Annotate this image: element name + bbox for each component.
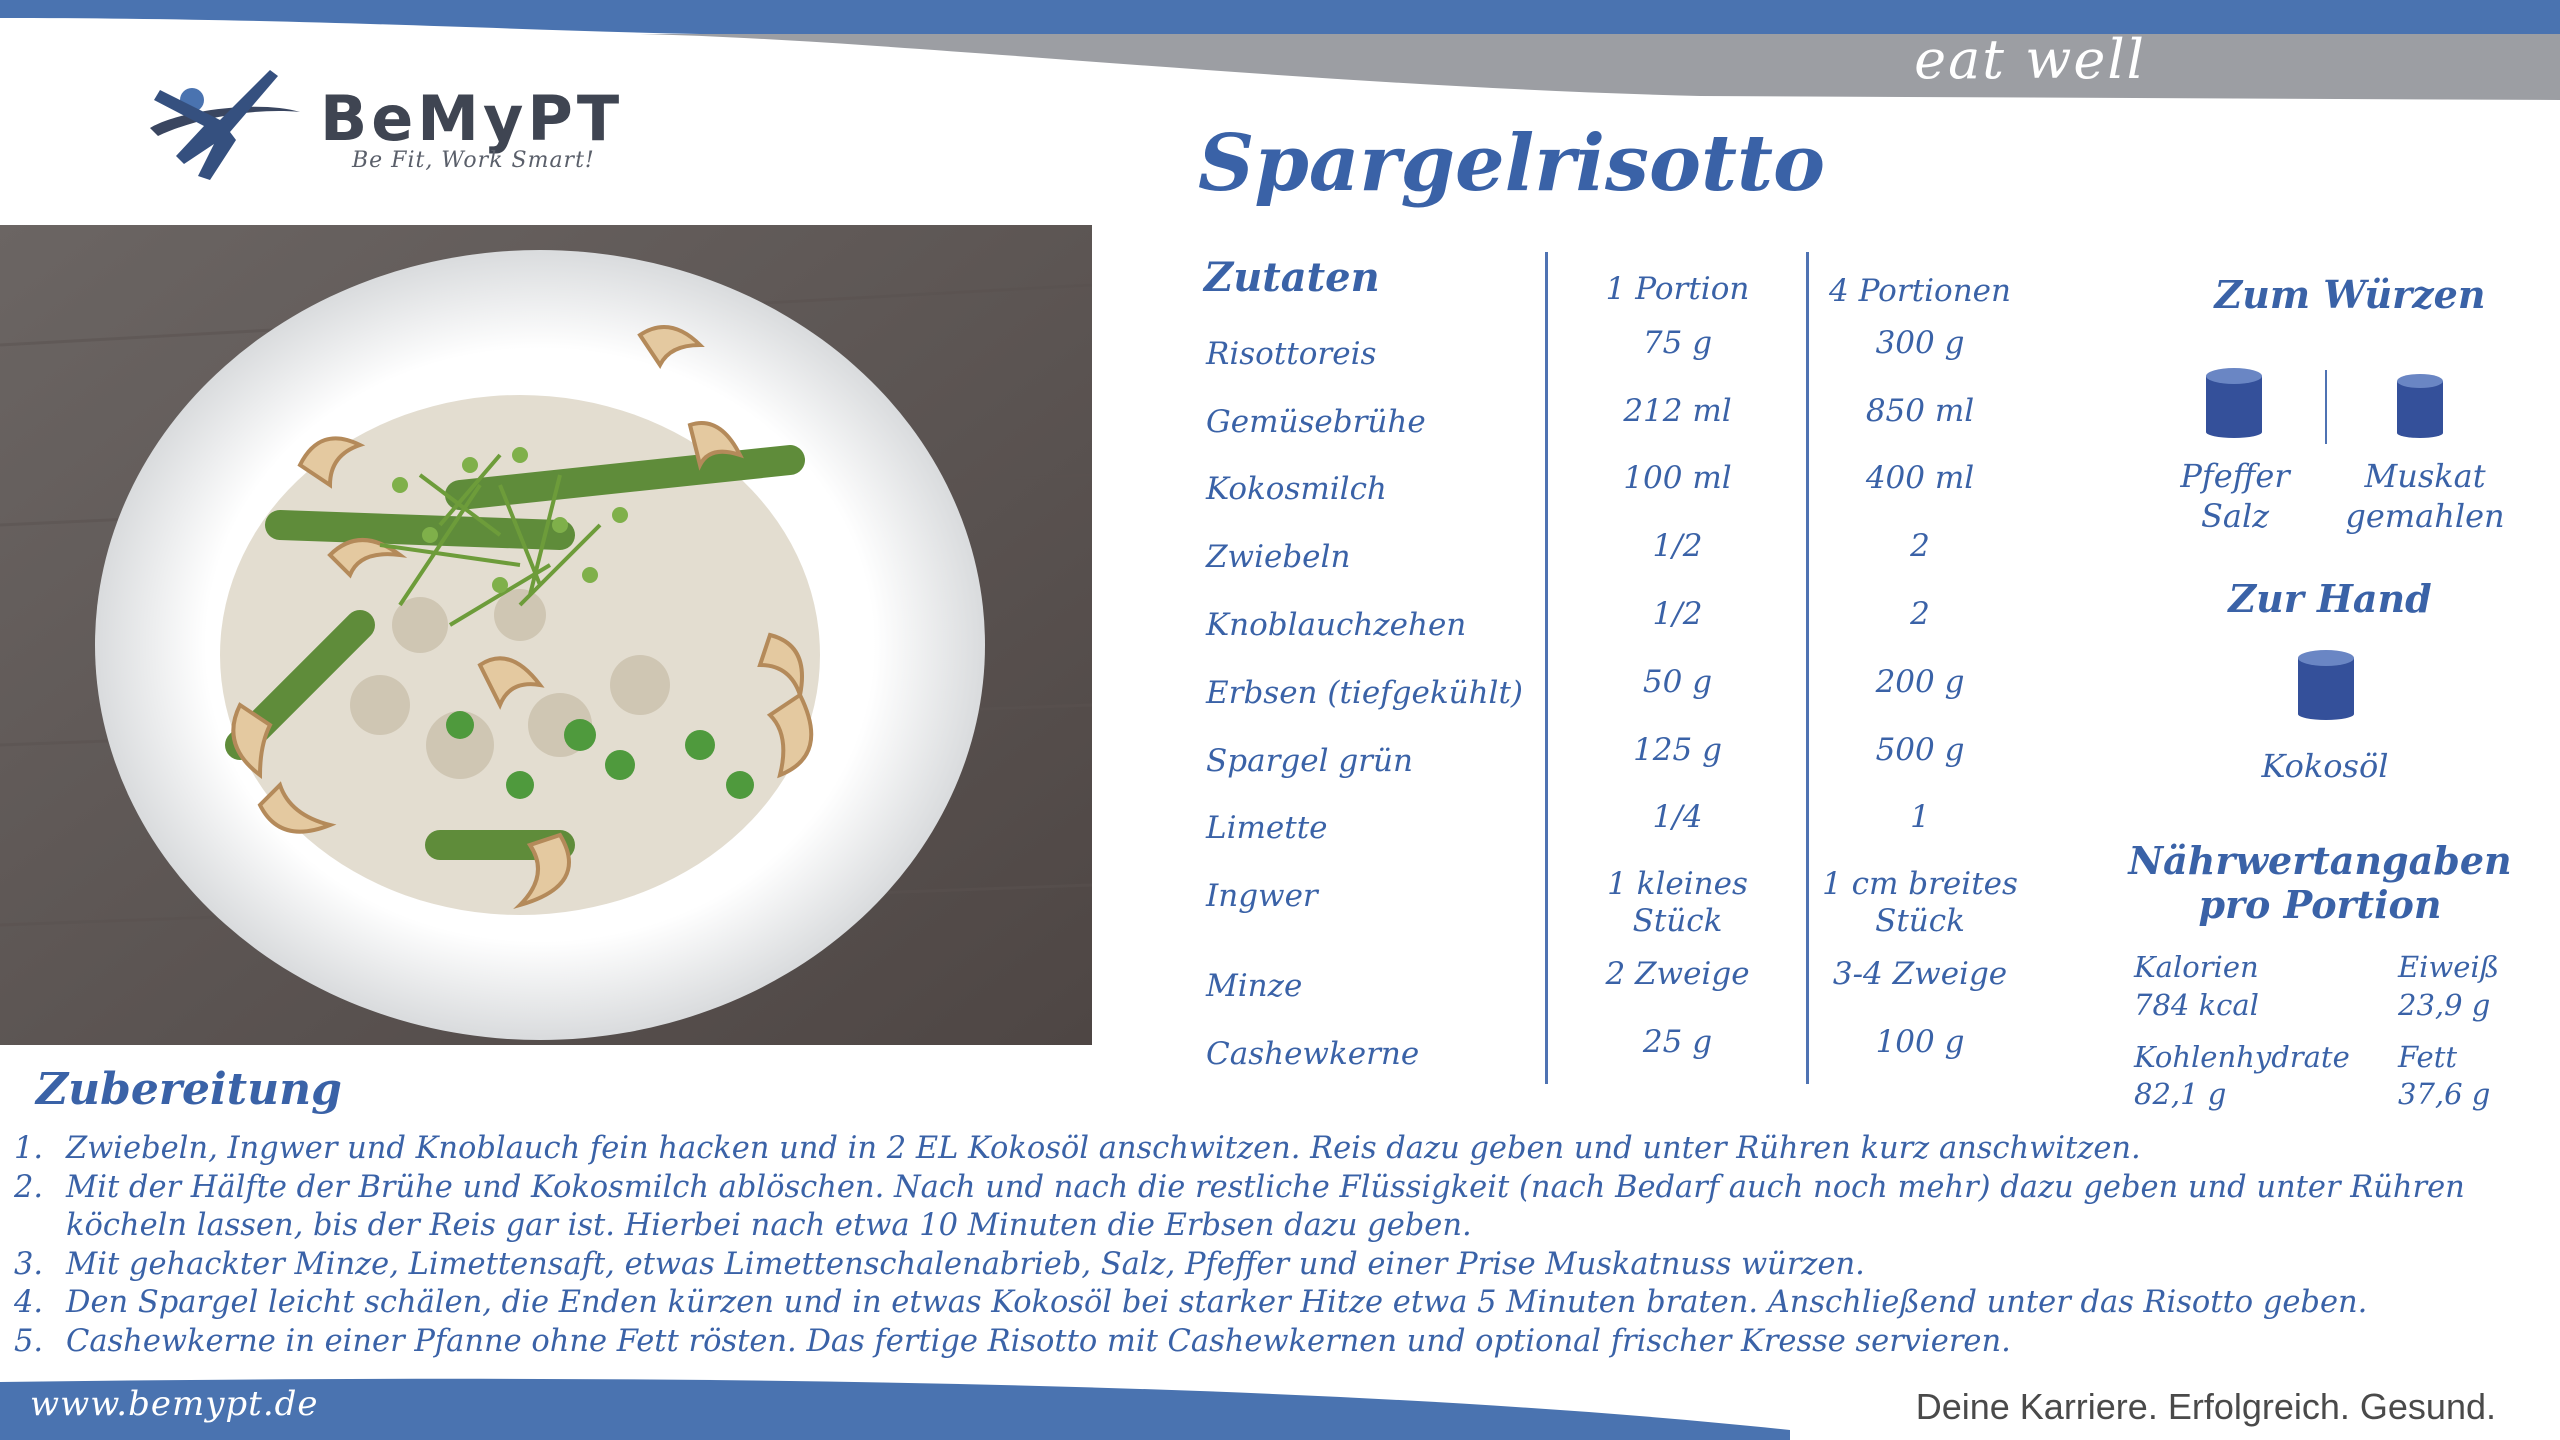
brand-logo[interactable] [140,60,700,200]
logo-slogan: Be Fit, Work Smart! [352,148,595,173]
ingredient-amount-one: 1/2 [1652,528,1703,564]
preparation-step [14,1323,2544,1362]
nutrition-value: 82,1 g [2134,1077,2227,1111]
nutrition-value: 23,9 g [2398,988,2491,1022]
ingredient-name: Minze [1206,968,1303,1004]
ingredients-heading: Zutaten [1204,254,1380,301]
coconut-oil-can-icon [2298,650,2354,720]
ingredient-name: Zwiebeln [1206,539,1351,575]
ingredient-name: Ingwer [1206,878,1318,914]
ingredient-amount-one: 100 ml [1623,460,1732,496]
ingredient-amount-four: 1 [1910,799,1930,835]
on-hand-item: Kokosöl [2261,747,2389,785]
ingredient-amount-one: 1 kleines [1607,866,1748,902]
ingredient-name: Gemüsebrühe [1206,404,1426,440]
ingredient-amount-four: 3-4 Zweige [1832,956,2008,992]
preparation-step [14,1246,2544,1285]
column-divider [1806,252,1809,1084]
ingredient-amount-four: Stück [1875,903,1965,939]
col-header-four-portions: 4 Portionen [1829,273,2011,309]
step-number: 5. [14,1323,44,1359]
ingredient-amount-four: 2 [1910,528,1930,564]
seasoning-item-label: Salz [2200,497,2270,535]
ingredient-amount-four: 500 g [1875,732,1965,768]
nutrition-subheading: pro Portion [2198,882,2442,927]
ingredient-amount-four: 400 ml [1865,460,1975,496]
step-number: 4. [14,1285,44,1320]
ingredient-name: Knoblauchzehen [1206,607,1467,643]
ingredient-amount-four: 2 [1910,596,1930,632]
dish-photo [0,225,1092,1045]
preparation-step [14,1130,2544,1169]
ingredient-amount-one: 1/2 [1652,596,1703,632]
ingredient-amount-one: Stück [1632,903,1723,939]
ingredient-amount-one: 50 g [1642,664,1713,700]
column-divider [1545,252,1548,1084]
ingredient-amount-one: 75 g [1642,325,1713,361]
nutrition-label: Kalorien [2134,950,2259,984]
ingredient-amount-four: 300 g [1875,325,1965,361]
ingredient-amount-one: 25 g [1642,1024,1713,1060]
nutrition-value: 37,6 g [2398,1077,2491,1111]
nutrition-label: Eiweiß [2398,950,2500,984]
step-text: Mit der Hälfte der Brühe und Kokosmilch ablöschen. Nach und nach die restliche Flüssigkeit (nach Bedarf auch noch mehr) dazu geben und unter Rühren köcheln lassen, bis der Reis gar ist. Hierbei nach etwa 10 Minuten die Erbsen dazu geben. [66,1169,2465,1243]
logo-wordmark: BeMyPT [320,82,624,155]
seasoning-item-label: Pfeffer [2180,457,2290,495]
step-number: 1. [14,1131,44,1166]
seasoning-divider [2325,370,2327,444]
preparation-step [14,1169,2544,1246]
ingredient-amount-four: 200 g [1875,664,1965,700]
website-link[interactable]: www.bemypt.de [30,1384,319,1424]
ingredient-name: Cashewkerne [1206,1036,1420,1072]
ingredient-amount-four: 850 ml [1865,393,1975,429]
step-text: Mit gehackter Minze, Limettensaft, etwas Limettenschalenabrieb, Salz, Pfeffer und einer Prise Muskatnuss würzen. [66,1246,1865,1282]
seasoning-heading: Zum Würzen [2214,272,2486,317]
pepper-salt-can-icon [2206,368,2262,438]
ingredient-amount-one: 2 Zweige [1605,956,1750,992]
preparation-step [14,1284,2544,1323]
ingredient-name: Spargel grün [1206,743,1413,779]
nutrition-heading: Nährwertangaben [2128,838,2512,883]
ingredient-name: Erbsen (tiefgekühlt) [1206,675,1524,711]
seasoning-item-label: gemahlen [2345,497,2505,535]
seasoning-item-label: Muskat [2364,457,2486,495]
col-header-one-portion: 1 Portion [1605,271,1750,307]
nutrition-label: Fett [2398,1040,2458,1074]
on-hand-heading: Zur Hand [2228,576,2432,621]
step-text: Den Spargel leicht schälen, die Enden kürzen und in etwas Kokosöl bei starker Hitze etwa 5 Minuten braten. Anschließend unter das Risotto geben. [66,1285,2368,1320]
ingredient-amount-four: 1 cm breites [1822,866,2018,902]
ingredient-name: Limette [1206,810,1328,846]
step-number: 3. [14,1246,44,1282]
ingredient-name: Risottoreis [1206,336,1377,372]
ingredient-amount-one: 1/4 [1652,799,1703,835]
nutrition-label: Kohlenhydrate [2134,1040,2350,1074]
footer-claim: Deine Karriere. Erfolgreich. Gesund. [1915,1386,2496,1427]
preparation-steps [14,1130,2544,1361]
ingredient-name: Kokosmilch [1206,471,1387,507]
runner-logo-icon [140,60,310,190]
ingredient-amount-one: 212 ml [1623,393,1732,429]
recipe-title: Spargelrisotto [1198,118,1826,209]
tagline: eat well [1914,28,2146,91]
ingredient-amount-four: 100 g [1875,1024,1965,1060]
ingredient-amount-one: 125 g [1633,732,1722,768]
preparation-heading: Zubereitung [36,1064,342,1115]
nutmeg-can-icon [2397,374,2443,438]
step-number: 2. [14,1169,44,1205]
step-text: Cashewkerne in einer Pfanne ohne Fett rösten. Das fertige Risotto mit Cashewkernen und optional frischer Kresse servieren. [66,1323,2011,1359]
nutrition-value: 784 kcal [2134,988,2259,1022]
step-text: Zwiebeln, Ingwer und Knoblauch fein hacken und in 2 EL Kokosöl anschwitzen. Reis dazu geben und unter Rühren kurz anschwitzen. [66,1131,2141,1166]
